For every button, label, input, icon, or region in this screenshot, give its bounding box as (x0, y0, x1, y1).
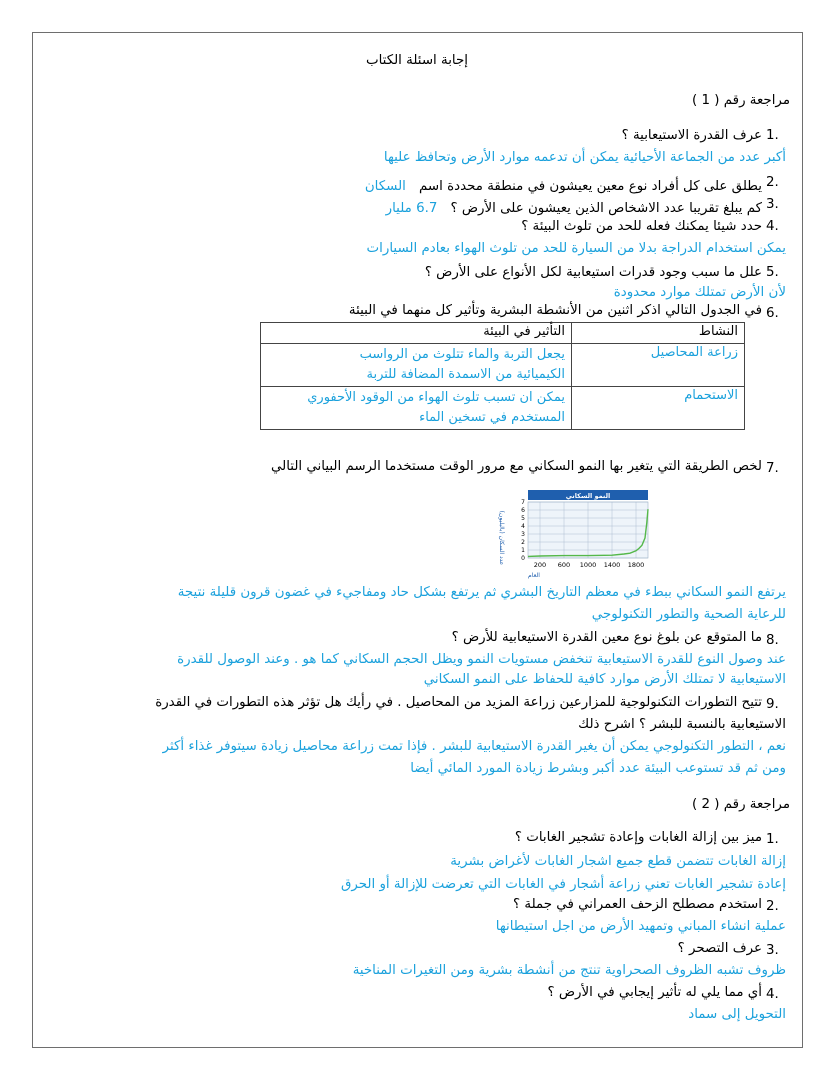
q3-number: 3. (766, 197, 779, 212)
chart-x-axis-label: العام (528, 572, 540, 579)
r2-q1-answer-line-2: إعادة تشجير الغابات تعني زراعة أشجار في الغابات التي تعرضت للإزالة أو الحرق (340, 877, 786, 892)
chart-x-tick-label: 600 (557, 561, 571, 569)
chart-y-tick-label: 3 (521, 531, 525, 538)
r2-q2-number: 2. (766, 899, 779, 914)
q2-line (365, 175, 762, 194)
chart-y-tick-label: 2 (521, 539, 525, 546)
q5-question: علل ما سبب وجود قدرات استيعابية لكل الأنواع على الأرض ؟ (424, 265, 762, 280)
q6-question: في الجدول التالي اذكر اثنين من الأنشطة البشرية وتأثير كل منهما في البيئة (348, 303, 762, 318)
q1-question: عرف القدرة الاستيعابية ؟ (621, 128, 762, 143)
activities-table (260, 322, 745, 430)
r2-q2-question: استخدم مصطلح الزحف العمراني في جملة ؟ (513, 897, 762, 912)
r2-q1-answer-line-1: إزالة الغابات تتضمن قطع جميع اشجار الغابات لأغراض بشرية (450, 854, 786, 869)
r2-q4-question: أي مما يلي له تأثير إيجابي في الأرض ؟ (547, 985, 762, 1000)
q8-answer-line-2: الاستيعابية لا تمتلك الأرض موارد كافية للحفاظ على النمو السكاني (423, 672, 786, 687)
effect-line: يجعل التربة والماء تتلوث من الرواسب (359, 347, 565, 362)
r2-q4-answer: التحويل إلى سماد (688, 1007, 786, 1022)
q4-question: حدد شيئا يمكنك فعله للحد من تلوث البيئة ؟ (521, 219, 762, 234)
effect-line: يمكن ان تسبب تلوث الهواء من الوقود الأحفوري (307, 390, 565, 405)
q8-question: ما المتوقع عن بلوغ نوع معين القدرة الاستيعابية للأرض ؟ (451, 630, 762, 645)
q3-question: كم يبلغ تقريبا عدد الاشخاص الذين يعيشون على الأرض ؟ (450, 201, 762, 216)
r2-q1-question: ميز بين إزالة الغابات وإعادة تشجير الغابات ؟ (514, 830, 762, 845)
table-row (261, 344, 745, 387)
table-cell-activity: زراعة المحاصيل (572, 344, 745, 387)
q4-answer: يمكن استخدام الدراجة بدلا من السيارة للحد من تلوث الهواء بعادم السيارات (366, 241, 786, 256)
q7-answer-line-1: يرتفع النمو السكاني ببطء في معظم التاريخ البشري ثم يرتفع بشكل حاد ومفاجيء في غضون قرون قليلة نتيجة (177, 585, 786, 600)
q9-number: 9. (766, 697, 779, 712)
q4-number: 4. (766, 219, 779, 234)
table-header-row (261, 323, 745, 344)
q9-question-line-1: تتيح التطورات التكنولوجية للمزارعين زراعة المزيد من المحاصيل . في رأيك هل تؤثر هذه التطورات في القدرة (155, 695, 762, 710)
r2-q4-number: 4. (766, 987, 779, 1002)
r2-q2-answer: عملية انشاء المباني وتمهيد الأرض من اجل استيطانها (495, 919, 786, 934)
chart-y-axis-label: عدد السكان (بالبليون) (498, 510, 505, 566)
review-1-heading: مراجعة رقم ( 1 ) (692, 93, 790, 108)
chart-y-ticks (521, 499, 525, 562)
q8-answer-line-1: عند وصول النوع للقدرة الاستيعابية تنخفض مستويات النمو ويظل الحجم السكاني كما هو . وعند الوصول للقدرة (177, 652, 786, 667)
chart-x-tick-label: 1400 (603, 561, 621, 569)
r2-q3-answer: ظروف تشبه الظروف الصحراوية تنتج من أنشطة بشرية ومن التغيرات المناخية (352, 963, 786, 978)
population-growth-chart (482, 480, 682, 580)
q7-answer-line-2: للرعاية الصحية والتطور التكنولوجي (591, 607, 786, 622)
chart-x-tick-label: 1800 (627, 561, 645, 569)
r2-q1-number: 1. (766, 832, 779, 847)
chart-y-tick-label: 0 (521, 555, 525, 562)
table-cell-activity: الاستحمام (572, 387, 745, 430)
table-row (261, 387, 745, 430)
chart-grid (528, 502, 648, 558)
chart-y-tick-label: 5 (521, 515, 525, 522)
chart-x-ticks (534, 561, 644, 569)
q7-question: لخص الطريقة التي يتغير بها النمو السكاني مع مرور الوقت مستخدما الرسم البياني التالي (270, 459, 762, 474)
table-header-activity: النشاط (572, 323, 745, 344)
q9-answer-line-2: ومن ثم قد تستوعب البيئة عدد أكبر وبشرط زيادة المورد المائي أيضا (410, 761, 786, 776)
q9-question-line-2: الاستيعابية بالنسبة للبشر ؟ اشرح ذلك (578, 717, 786, 732)
table-cell-effect (261, 344, 572, 387)
table-header-effect: التأثير في البيئة (261, 323, 572, 344)
page-title: إجابة اسئلة الكتاب (365, 53, 468, 68)
q6-number: 6. (766, 306, 779, 321)
chart-y-tick-label: 6 (521, 507, 525, 514)
q2-question: يطلق على كل أفراد نوع معين يعيشون في منطقة محددة اسم (419, 179, 762, 194)
q3-answer: 6.7 مليار (385, 201, 438, 216)
r2-q3-number: 3. (766, 943, 779, 958)
chart-y-tick-label: 1 (521, 547, 525, 554)
chart-x-tick-label: 1000 (579, 561, 597, 569)
chart-x-tick-label: 200 (533, 561, 547, 569)
q7-number: 7. (766, 461, 779, 476)
effect-line: المستخدم في تسخين الماء (419, 410, 565, 425)
q9-answer-line-1: نعم ، التطور التكنولوجي يمكن أن يغير القدرة الاستيعابية للبشر . فإذا تمت زراعة محاصيل زيادة سيتوفر غذاء أكثر (162, 739, 786, 754)
q3-line (386, 197, 762, 216)
r2-q3-question: عرف التصحر ؟ (677, 941, 762, 956)
table-cell-effect (261, 387, 572, 430)
q1-number: 1. (766, 128, 779, 143)
q8-number: 8. (766, 633, 779, 648)
review-2-heading: مراجعة رقم ( 2 ) (692, 797, 790, 812)
q2-number: 2. (766, 175, 779, 190)
chart-y-tick-label: 4 (521, 523, 525, 530)
chart-title: النمو السكاني (565, 492, 611, 500)
q2-answer: السكان (364, 179, 406, 194)
q5-number: 5. (766, 265, 779, 280)
effect-line: الكيميائية من الاسمدة المضافة للتربة (366, 367, 565, 382)
q5-answer: لأن الأرض تمتلك موارد محدودة (613, 285, 786, 300)
chart-y-tick-label: 7 (521, 499, 525, 506)
q1-answer: أكبر عدد من الجماعة الأحيائية يمكن أن تدعمه موارد الأرض وتحافظ عليها (383, 150, 786, 165)
